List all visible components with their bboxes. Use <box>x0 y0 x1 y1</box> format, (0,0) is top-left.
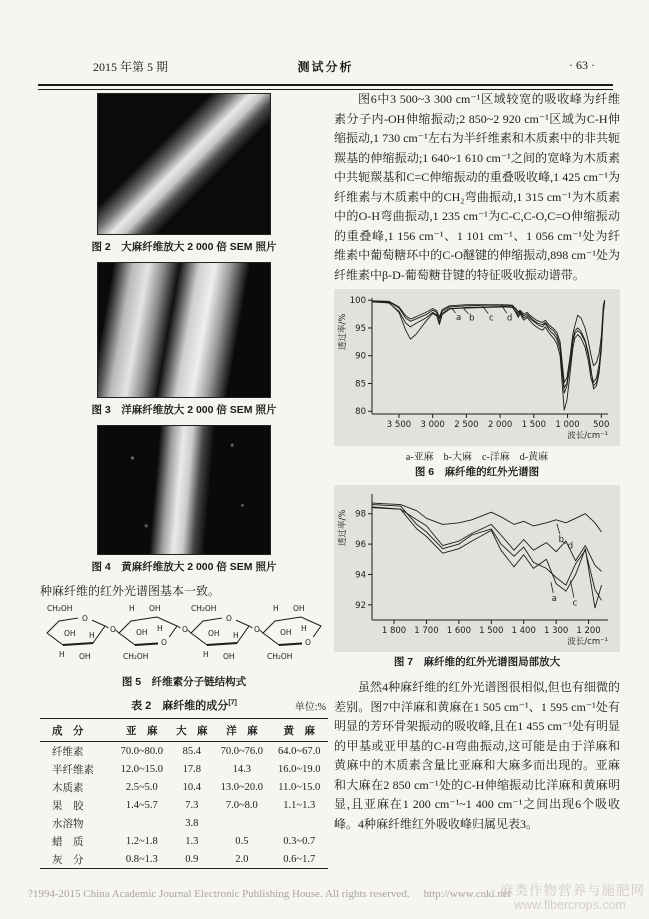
annotation-arrow <box>557 524 560 534</box>
annotation-arrow <box>551 582 553 593</box>
component-value: 2.0 <box>235 854 249 865</box>
pyranose-ring <box>191 617 249 645</box>
component-value: 64.0~67.0 <box>278 746 321 757</box>
ring-oxygen: O <box>82 614 88 623</box>
y-tick-label: 92 <box>355 600 366 611</box>
component-value: 3.8 <box>185 818 199 829</box>
x-tick-label: 500 <box>593 420 610 430</box>
table-row <box>40 796 328 814</box>
x-tick-label: 1 300 <box>543 626 569 636</box>
x-tick-label: 1 700 <box>414 626 439 636</box>
substituent-label: OH <box>64 629 76 638</box>
spectrum-curve <box>372 503 602 532</box>
figure2-caption: 图 2 大麻纤维放大 2 000 倍 SEM 照片 <box>91 241 277 253</box>
paragraph-ir-comparison: 虽然4种麻纤维的红外光谱图很相似,但也有细微的差别。图7中洋麻和黄麻在1 505 cm⁻¹、1 595 cm⁻¹处有明显的芳环骨架振动的吸收峰,且在1 455 cm⁻¹处有明显的甲基或亚甲基的C-H弯曲振动,这可能是由于洋麻和黄麻中的木质素含量比亚麻和大麻多而出现的。亚麻和大麻在2 850 cm⁻¹处的C-H伸缩振动比洋麻和黄麻明显,且亚麻在1 200 cm⁻¹~1 400 cm⁻¹之间出现6个吸收峰。4种麻纤维红外吸收峰归属见表3。 <box>334 680 620 831</box>
component-value: 17.8 <box>182 764 201 775</box>
curve-label: a <box>551 593 557 604</box>
substituent-label: CH₂OH <box>267 652 293 661</box>
cnki-url: http://www.cnki.net <box>423 888 511 900</box>
component-value: 1.4~5.7 <box>125 800 158 811</box>
ring-front-bond <box>207 643 237 645</box>
issue-label: 2015 年第 5 期 <box>93 60 169 74</box>
watermark <box>500 883 649 913</box>
glycosidic-bond <box>116 630 120 633</box>
sem-photo-jute <box>97 425 271 555</box>
substituent-label: H <box>301 624 307 633</box>
component-value: 7.3 <box>185 800 199 811</box>
component-value: 85.4 <box>182 746 201 757</box>
continuation-text: 种麻纤维的红外光谱图基本一致。 <box>40 584 221 598</box>
y-tick-label: 100 <box>349 296 366 307</box>
ring-oxygen: O <box>161 638 167 647</box>
footer-copyright: ?1994-2015 China Academic Journal Electronic Publishing House. All rights reserved. <box>28 888 410 900</box>
y-tick-label: 94 <box>355 570 366 581</box>
x-tick-label: 1 200 <box>576 626 601 636</box>
watermark-line1: 麻类作物营养与施肥网 <box>500 883 645 898</box>
composition-table <box>40 718 328 869</box>
bridge-oxygen: O <box>182 625 188 634</box>
component-value: 7.0~8.0 <box>225 800 258 811</box>
ring-oxygen: O <box>305 638 311 647</box>
curve-label: a <box>456 312 462 323</box>
ring-oxygen: O <box>226 614 232 623</box>
curve-label: d <box>567 541 574 552</box>
annotation-arrow <box>464 309 469 314</box>
figure5-caption: 图 5 纤维素分子链结构式 <box>121 676 247 688</box>
section-title: 测试分析 <box>297 60 354 74</box>
figure6-caption: 图 6 麻纤维的红外光谱图 <box>414 466 540 478</box>
table2-title-text: 表 2 麻纤维的成分 <box>131 700 229 712</box>
cellulose-structure-figure <box>40 603 328 674</box>
column-header: 洋 麻 <box>213 719 270 742</box>
curve-label: b <box>469 313 475 324</box>
table-row <box>40 850 328 869</box>
substituent-label: CH₂OH <box>47 604 73 613</box>
x-tick-label: 1 500 <box>479 626 504 636</box>
table-row <box>40 742 328 761</box>
y-tick-label: 96 <box>355 540 366 551</box>
pyranose-ring <box>47 617 105 645</box>
x-tick-label: 3 500 <box>386 420 412 430</box>
component-value: 0.5 <box>235 836 249 847</box>
page-number: · 63 · <box>569 58 595 72</box>
column-header: 成 分 <box>40 719 113 742</box>
component-name: 木质素 <box>52 783 84 794</box>
y-tick-label: 80 <box>355 407 366 418</box>
component-value: 1.3 <box>185 836 199 847</box>
component-value: 0.6~1.7 <box>283 854 316 865</box>
right-column <box>334 90 620 834</box>
sem-photo-hemp <box>97 93 271 235</box>
component-value: 1.2~1.8 <box>125 836 158 847</box>
x-tick-label: 1 500 <box>521 420 547 430</box>
substituent-label: OH <box>280 628 292 637</box>
table2-unit: 单位:% <box>294 702 326 713</box>
substituent-label: H <box>89 631 95 640</box>
component-value <box>113 814 170 832</box>
table-header-row <box>40 719 328 742</box>
x-axis-label: 波长/cm⁻¹ <box>567 637 608 647</box>
component-value <box>271 814 328 832</box>
substituent-label: CH₂OH <box>191 604 217 613</box>
column-header: 大 麻 <box>171 719 214 742</box>
y-tick-label: 90 <box>355 351 366 362</box>
substituent-label: H <box>203 650 209 659</box>
figure7-chart-box <box>334 485 620 652</box>
substituent-label: OH <box>149 604 161 613</box>
glycosidic-bond <box>188 630 192 633</box>
substituent-label: OH <box>223 652 235 661</box>
x-tick-label: 2 500 <box>454 420 479 430</box>
component-value: 0.9 <box>185 854 199 865</box>
component-name: 水溶物 <box>52 819 84 830</box>
component-name: 蜡 质 <box>52 837 84 848</box>
substituent-label: OH <box>293 604 305 613</box>
figure4-caption: 图 4 黄麻纤维放大 2 000 倍 SEM 照片 <box>91 561 277 573</box>
y-tick-label: 98 <box>355 509 366 520</box>
component-value: 10.4 <box>182 782 201 793</box>
table-row <box>40 760 328 778</box>
component-name: 纤维素 <box>52 747 84 758</box>
y-tick-label: 85 <box>355 379 366 390</box>
component-name: 灰 分 <box>52 855 84 866</box>
substituent-label: H <box>233 631 239 640</box>
x-tick-label: 1 800 <box>381 626 407 636</box>
component-value: 70.0~76.0 <box>220 746 264 757</box>
y-axis-label: 透过率/% <box>338 313 348 350</box>
component-value: 2.5~5.0 <box>125 782 158 793</box>
left-column <box>40 93 328 869</box>
component-name: 果 胶 <box>52 801 84 812</box>
figure3-caption: 图 3 洋麻纤维放大 2 000 倍 SEM 照片 <box>91 404 277 416</box>
substituent-label: CH₂OH <box>123 652 149 661</box>
column-header: 亚 麻 <box>113 719 170 742</box>
x-tick-label: 3 000 <box>420 420 445 430</box>
substituent-label: H <box>59 650 65 659</box>
spectrum-curve <box>372 505 602 601</box>
x-tick-label: 1 600 <box>446 626 472 636</box>
glycosidic-bond <box>177 626 181 628</box>
curve-label: b <box>558 534 565 545</box>
curve-label: c <box>489 313 494 324</box>
component-value: 0.3~0.7 <box>283 836 316 847</box>
component-value: 1.1~1.3 <box>283 800 316 811</box>
substituent-label: H <box>129 604 135 613</box>
cellulose-structure-diagram <box>41 603 327 669</box>
y-tick-label: 95 <box>355 323 366 334</box>
figure6-chart-box <box>334 289 620 446</box>
annotation-arrow <box>570 581 574 598</box>
x-tick-label: 1 400 <box>511 626 536 636</box>
glycosidic-bond <box>249 626 253 628</box>
substituent-label: H <box>273 604 279 613</box>
ir-spectrum-zoom-chart <box>336 487 618 647</box>
bridge-oxygen: O <box>110 625 116 634</box>
component-value: 13.0~20.0 <box>220 782 264 793</box>
ring-front-bond <box>63 643 93 645</box>
component-value: 14.3 <box>232 764 252 775</box>
substituent-label: OH <box>79 652 91 661</box>
figure7-caption: 图 7 麻纤维的红外光谱图局部放大 <box>393 656 561 668</box>
sem-photo-kenaf <box>97 262 271 398</box>
x-tick-label: 1 000 <box>555 420 580 430</box>
paragraph-ir-analysis: 图6中3 500~3 300 cm⁻¹区域较宽的吸收峰为纤维素分子内-OH伸缩振动;2 850~2 920 cm⁻¹区域为C-H伸缩振动,1 730 cm⁻¹左右为半纤维素和木质素中的非共轭羰基的伸缩振动;1 640~1 610 cm⁻¹之间的宽峰为木质素中共轭羰基和C=C伸缩振动的重叠吸收峰,1 425 cm⁻¹为纤维素与木质素中的CH₂弯曲振动,1 315 cm⁻¹为木质素中的O-H弯曲振动,1 235 cm⁻¹为C-C,C-O,C=O伸缩振动的重叠峰,1 156 cm⁻¹、1 101 cm⁻¹、1 056 cm⁻¹处为纤维素中葡萄糖环中的C-O醚键的伸缩振动,898 cm⁻¹处为纤维素中β-D-葡萄糖苷键的特征吸收振动谱带。 <box>334 92 620 282</box>
substituent-label: OH <box>136 628 148 637</box>
page-header <box>38 58 613 78</box>
watermark-line2: www.fibercrops.com <box>514 898 626 912</box>
figure6-legend: a-亚麻 b-大麻 c-洋麻 d-黄麻 <box>405 452 549 463</box>
bridge-oxygen: O <box>254 625 260 634</box>
table-row <box>40 778 328 796</box>
substituent-label: OH <box>208 629 220 638</box>
x-axis-label: 波长/cm⁻¹ <box>567 431 608 441</box>
component-value <box>213 814 270 832</box>
x-tick-label: 2 000 <box>487 420 513 430</box>
glycosidic-bond <box>105 626 109 628</box>
table2-title-ref: [7] <box>228 699 237 707</box>
curve-label: c <box>572 598 578 609</box>
component-value: 12.0~15.0 <box>120 764 163 775</box>
component-value: 16.0~19.0 <box>278 764 321 775</box>
curve-label: d <box>506 313 513 324</box>
component-name: 半纤维素 <box>52 765 94 776</box>
substituent-label: H <box>157 624 163 633</box>
component-value: 11.0~15.0 <box>278 782 321 793</box>
component-value: 70.0~80.0 <box>120 746 163 757</box>
table-row <box>40 832 328 850</box>
ir-spectrum-chart <box>336 291 618 441</box>
spectrum-curve <box>372 508 602 572</box>
y-axis-label: 透过率/% <box>338 509 348 546</box>
table-row <box>40 814 328 832</box>
table2-title <box>40 697 328 713</box>
column-header: 黄 麻 <box>271 719 328 742</box>
component-value: 0.8~1.3 <box>125 854 158 865</box>
glycosidic-bond <box>260 630 264 633</box>
